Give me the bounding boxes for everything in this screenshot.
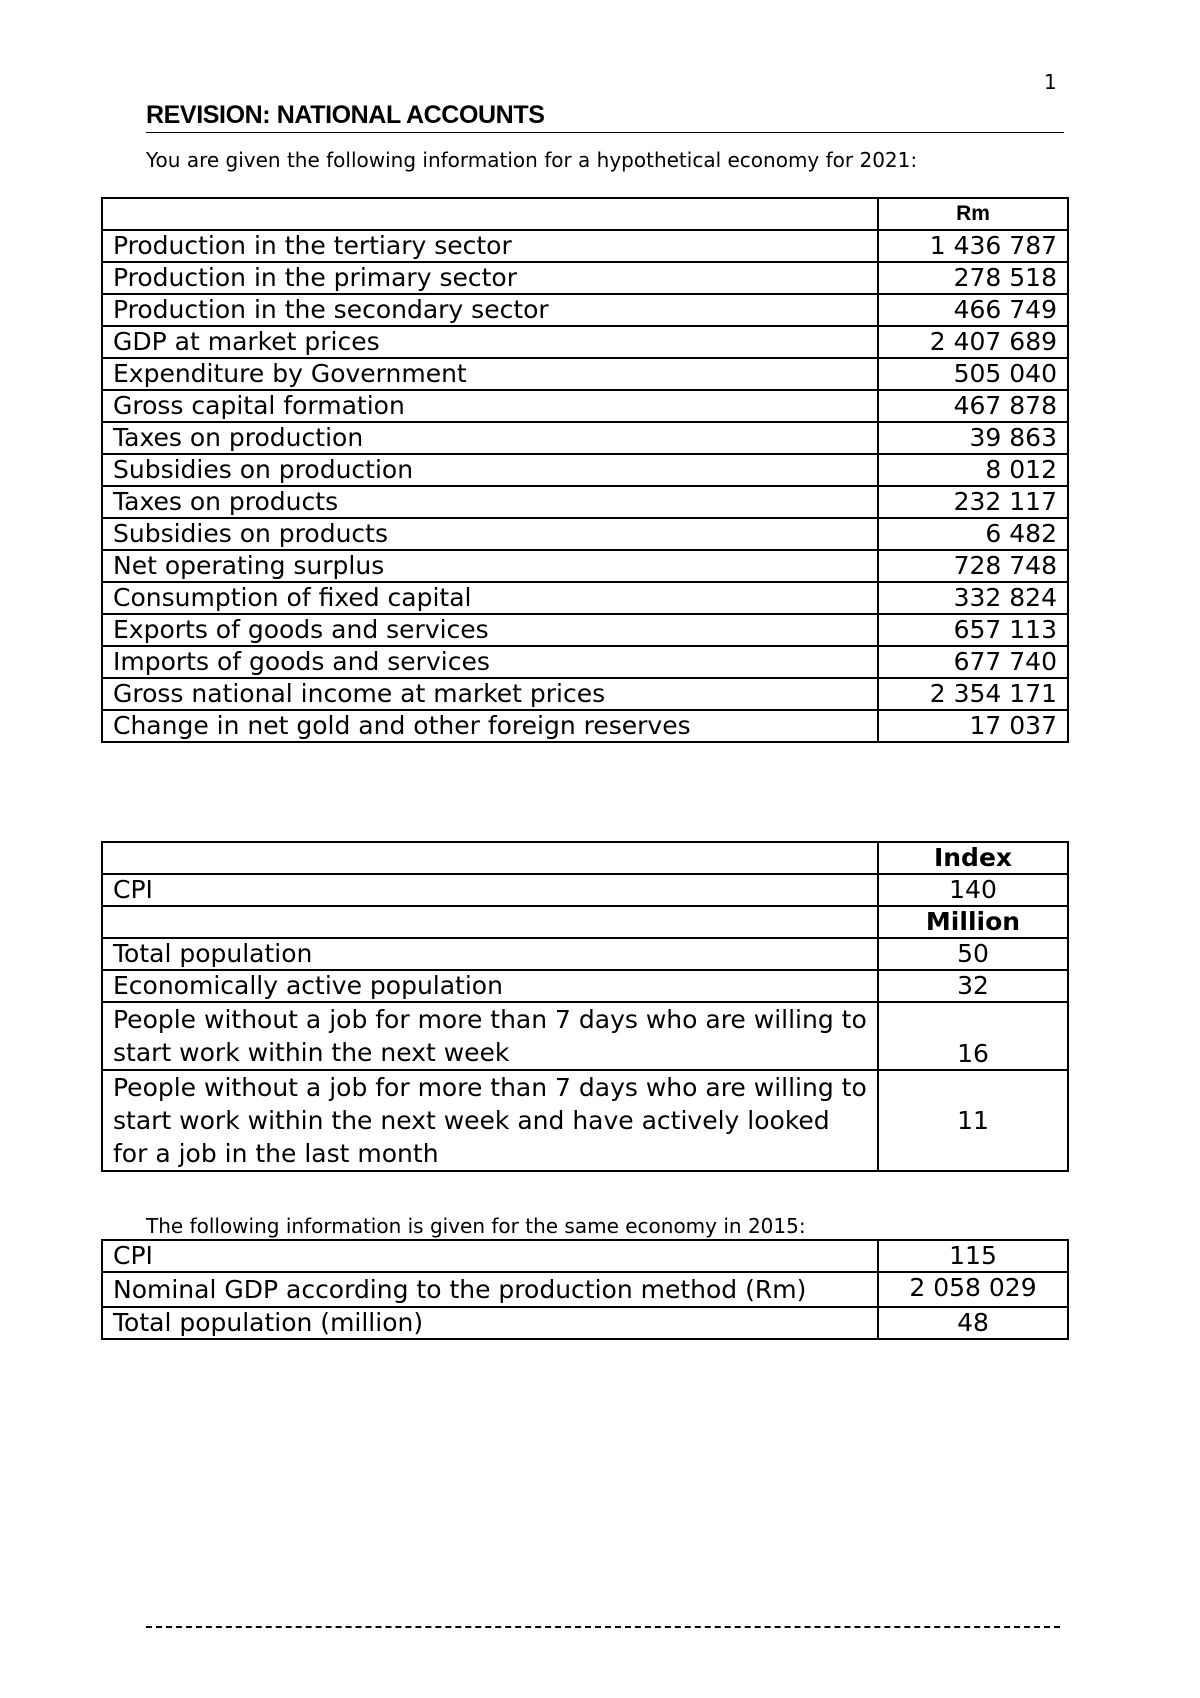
row-value: 2 058 029 xyxy=(878,1272,1068,1307)
row-label: Nominal GDP according to the production method (Rm) xyxy=(102,1272,878,1307)
header-blank-cell xyxy=(102,906,878,938)
table-row xyxy=(102,582,1068,614)
table-population xyxy=(101,841,1069,1172)
row-label: Exports of goods and services xyxy=(102,614,878,646)
row-label: Consumption of fixed capital xyxy=(102,582,878,614)
row-label: Imports of goods and services xyxy=(102,646,878,678)
table-row xyxy=(102,646,1068,678)
intro-text: You are given the following information for a hypothetical economy for 2021: xyxy=(146,148,918,172)
table-row xyxy=(102,1307,1068,1339)
table-row xyxy=(102,938,1068,970)
million-header-row xyxy=(102,906,1068,938)
page-title: REVISION: NATIONAL ACCOUNTS xyxy=(146,100,1064,133)
row-label: People without a job for more than 7 days who are willing to start work within the next week and have actively looked for a job in the last month xyxy=(102,1070,878,1171)
row-value: 16 xyxy=(878,1002,1068,1070)
row-label: Production in the primary sector xyxy=(102,262,878,294)
table-2015 xyxy=(101,1239,1069,1340)
row-value: 467 878 xyxy=(878,390,1068,422)
row-value: 2 407 689 xyxy=(878,326,1068,358)
table-row xyxy=(102,1272,1068,1307)
row-label: Gross national income at market prices xyxy=(102,678,878,710)
row-value: 39 863 xyxy=(878,422,1068,454)
table-row xyxy=(102,1002,1068,1070)
header-blank-cell xyxy=(102,842,878,874)
table-row xyxy=(102,230,1068,262)
row-label: Taxes on products xyxy=(102,486,878,518)
row-value: 50 xyxy=(878,938,1068,970)
row-value: 1 436 787 xyxy=(878,230,1068,262)
row-value: 332 824 xyxy=(878,582,1068,614)
index-header: Index xyxy=(878,842,1068,874)
table-row xyxy=(102,454,1068,486)
million-header: Million xyxy=(878,906,1068,938)
table-row xyxy=(102,422,1068,454)
second-intro-text: The following information is given for the same economy in 2015: xyxy=(146,1214,806,1238)
row-value: 115 xyxy=(878,1240,1068,1272)
row-value: 6 482 xyxy=(878,518,1068,550)
table-row xyxy=(102,1070,1068,1171)
row-label: People without a job for more than 7 days who are willing to start work within the next week xyxy=(102,1002,878,1070)
row-label: Net operating surplus xyxy=(102,550,878,582)
row-label: Subsidies on production xyxy=(102,454,878,486)
table-row xyxy=(102,358,1068,390)
row-label: Total population xyxy=(102,938,878,970)
row-value: 17 037 xyxy=(878,710,1068,742)
table-row xyxy=(102,294,1068,326)
row-value: 32 xyxy=(878,970,1068,1002)
table-row xyxy=(102,710,1068,742)
row-label: Expenditure by Government xyxy=(102,358,878,390)
row-label: Gross capital formation xyxy=(102,390,878,422)
row-value: 2 354 171 xyxy=(878,678,1068,710)
table-row xyxy=(102,550,1068,582)
table-row xyxy=(102,262,1068,294)
row-label: Total population (million) xyxy=(102,1307,878,1339)
row-label: Subsidies on products xyxy=(102,518,878,550)
row-label: Change in net gold and other foreign reserves xyxy=(102,710,878,742)
row-value: 8 012 xyxy=(878,454,1068,486)
table-row xyxy=(102,614,1068,646)
table-row xyxy=(102,326,1068,358)
header-blank-cell xyxy=(102,198,878,230)
table-2021 xyxy=(101,197,1069,743)
row-value: 140 xyxy=(878,874,1068,906)
table-row xyxy=(102,518,1068,550)
table-row xyxy=(102,390,1068,422)
row-label: Production in the tertiary sector xyxy=(102,230,878,262)
row-value: 48 xyxy=(878,1307,1068,1339)
table-row xyxy=(102,486,1068,518)
row-label: Taxes on production xyxy=(102,422,878,454)
unit-header-rm: Rm xyxy=(878,198,1068,230)
row-label: Production in the secondary sector xyxy=(102,294,878,326)
row-label: CPI xyxy=(102,874,878,906)
row-value: 466 749 xyxy=(878,294,1068,326)
index-header-row xyxy=(102,842,1068,874)
row-value: 11 xyxy=(878,1070,1068,1171)
table-row xyxy=(102,1240,1068,1272)
page-number: 1 xyxy=(1044,70,1057,94)
row-value: 232 117 xyxy=(878,486,1068,518)
row-value: 728 748 xyxy=(878,550,1068,582)
row-label: CPI xyxy=(102,1240,878,1272)
row-value: 505 040 xyxy=(878,358,1068,390)
row-label: Economically active population xyxy=(102,970,878,1002)
table-row xyxy=(102,970,1068,1002)
footer-divider xyxy=(146,1626,1060,1628)
row-value: 278 518 xyxy=(878,262,1068,294)
table-header-row xyxy=(102,198,1068,230)
table-row xyxy=(102,678,1068,710)
table-row xyxy=(102,874,1068,906)
row-label: GDP at market prices xyxy=(102,326,878,358)
row-value: 677 740 xyxy=(878,646,1068,678)
row-value: 657 113 xyxy=(878,614,1068,646)
